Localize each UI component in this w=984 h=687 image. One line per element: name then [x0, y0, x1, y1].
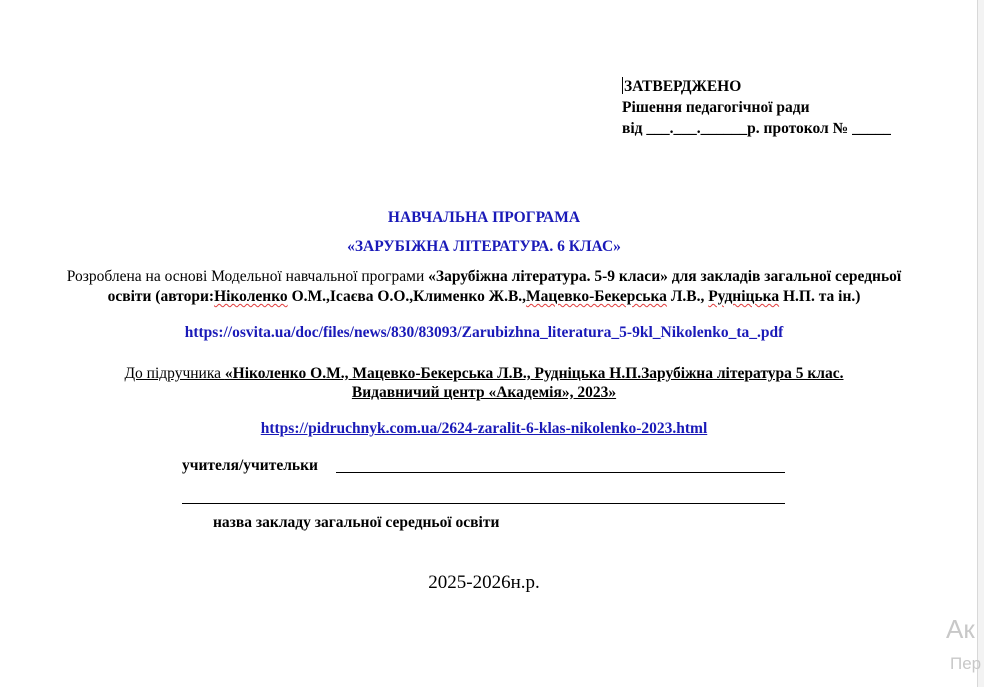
activation-watermark-line2: Пер [950, 654, 982, 673]
text-cursor [622, 77, 623, 94]
description-line-1: Розроблена на основі Модельної навчальної програми «Зарубіжна література. 5-9 класи» для закладів загальної середньої [66, 268, 902, 285]
program-title: НАВЧАЛЬНА ПРОГРАМА [387, 209, 581, 226]
school-label: назва закладу загальної середньої освіти [213, 514, 500, 531]
program-subject: «ЗАРУБІЖНА ЛІТЕРАТУРА. 6 КЛАС» [347, 238, 621, 255]
approval-protocol: від ___.___.______р. протокол № _____ [622, 120, 891, 137]
school-name-line [182, 503, 785, 504]
approval-heading: ЗАТВЕРДЖЕНО [624, 78, 742, 95]
teacher-name-line [336, 472, 785, 473]
textbook-link[interactable]: https://pidruchnyk.com.ua/2624-zaralit-6-klas-nikolenko-2023.html [260, 420, 708, 437]
teacher-label: учителя/учительки [182, 457, 318, 474]
description-line-2: освіти (автори:Ніколенко О.М.,Ісаєва О.О.,Клименко Ж.В.,Мацевко-Бекерська Л.В., Рудніцька Н.П. та ін.) [107, 288, 861, 305]
textbook-line-1: До підручника «Ніколенко О.М., Мацевко-Бекерська Л.В., Рудніцька Н.П.Зарубіжна література 5 клас. [124, 365, 844, 382]
activation-watermark-line1: Ак [946, 614, 975, 644]
textbook-line-2: Видавничий центр «Академія», 2023» [351, 384, 617, 401]
approval-decision: Рішення педагогічної ради [622, 99, 810, 116]
scrollbar[interactable] [977, 0, 984, 687]
approval-block [622, 76, 891, 139]
program-link[interactable]: https://osvita.ua/doc/files/news/830/83093/Zarubizhna_literatura_5-9kl_Nikolenko_ta_.pdf [184, 324, 784, 341]
academic-year: 2025-2026н.р. [428, 572, 540, 593]
